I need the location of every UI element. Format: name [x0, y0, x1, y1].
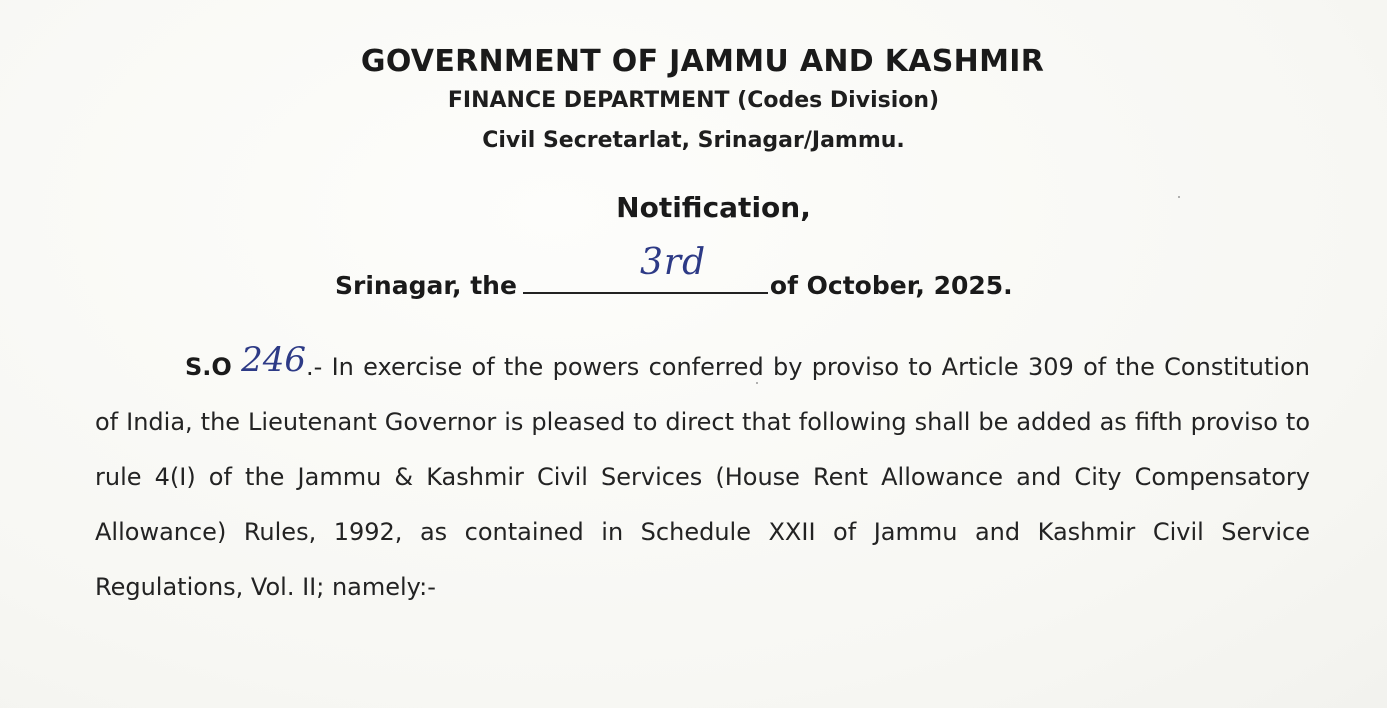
dateline-month-year: of October, 2025.	[769, 271, 1013, 300]
handwritten-so-number: 246	[241, 340, 307, 380]
notification-dateline	[335, 270, 1135, 300]
handwritten-date: 3rd	[640, 242, 707, 283]
paper-speck	[1178, 196, 1180, 198]
department-address: Civil Secretarlat, Srinagar/Jammu.	[482, 128, 905, 153]
department-name: FINANCE DEPARTMENT (Codes Division)	[447, 88, 940, 113]
paper-speck	[756, 382, 758, 384]
order-text: .- In exercise of the powers conferred by proviso to Article 309 of the Constitution of India, the Lieutenant Governor is pleased to direct that following shall be added as fifth proviso to rule 4(I) of the Jammu & Kashmir Civil Services (House Rent Allowance and City Compensatory Allowance) Rules, 1992, as contained in Schedule XXII of Jammu and Kashmir Civil Service Regulations, Vol. II; namely:-	[95, 353, 1310, 601]
so-label: S.O	[185, 353, 232, 381]
notification-title: Notification,	[616, 191, 811, 224]
order-paragraph	[95, 337, 1310, 615]
government-title: GOVERNMENT OF JAMMU AND KASHMIR	[360, 44, 1045, 79]
dateline-place: Srinagar, the	[335, 271, 517, 300]
date-blank-line	[523, 270, 768, 294]
order-body	[95, 337, 1310, 615]
